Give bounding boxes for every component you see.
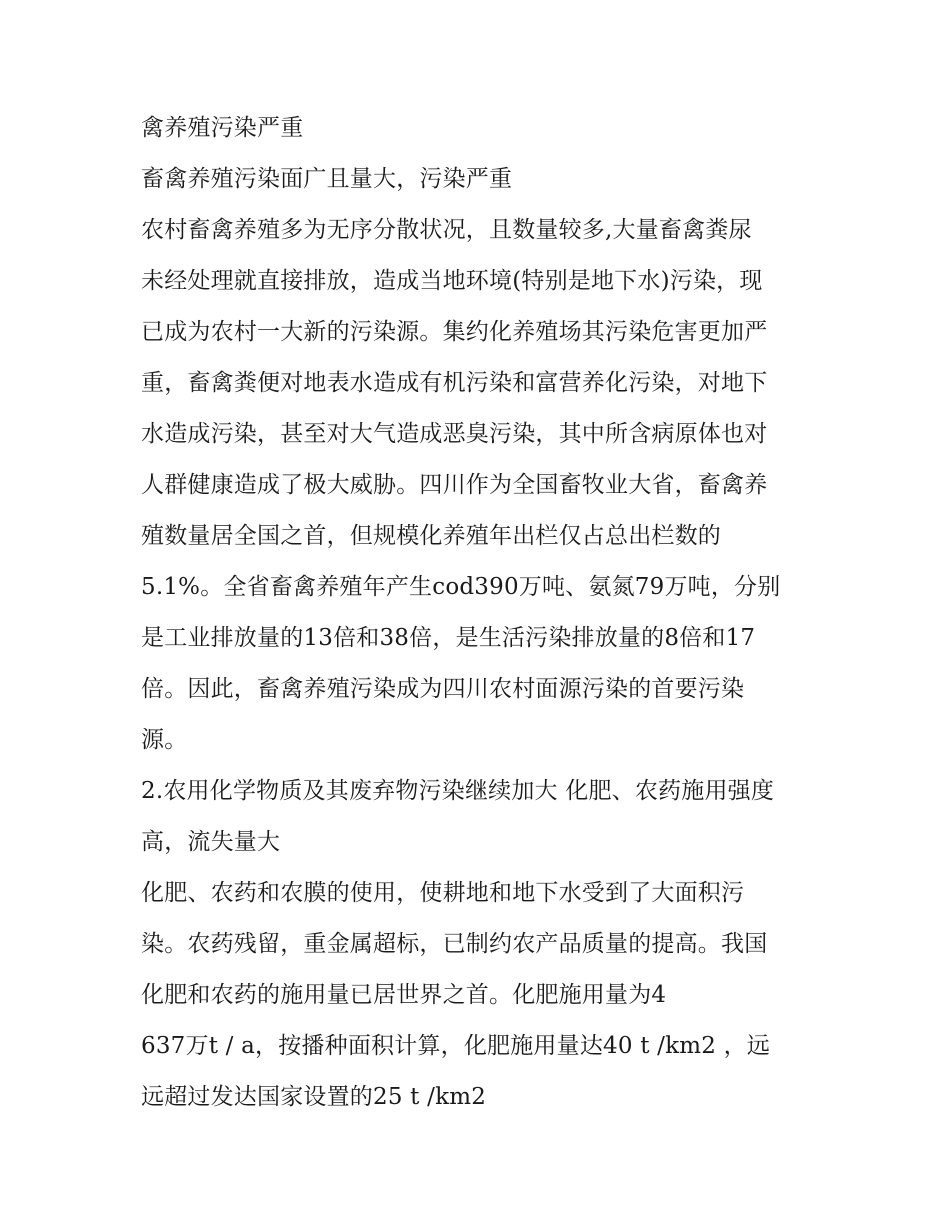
paragraph-line: 5.1%。全省畜禽养殖年产生cod390万吨、氨氮79万吨，分别 xyxy=(141,574,781,600)
section-heading: 禽养殖污染严重 xyxy=(141,115,304,141)
paragraph-line: 远超过发达国家设置的25 t /km2 xyxy=(141,1084,487,1110)
paragraph-line: 水造成污染，甚至对大气造成恶臭污染，其中所含病原体也对 xyxy=(141,421,768,447)
paragraph-line: 化肥、农药和农膜的使用，使耕地和地下水受到了大面积污 xyxy=(141,880,745,906)
paragraph-line: 人群健康造成了极大威胁。四川作为全国畜牧业大省，畜禽养 xyxy=(141,472,768,498)
paragraph-line: 是工业排放量的13倍和38倍，是生活污染排放量的8倍和17 xyxy=(141,625,756,651)
paragraph-line: 源。 xyxy=(141,727,188,753)
numbered-heading-line: 高，流失量大 xyxy=(141,829,281,855)
paragraph-line: 殖数量居全国之首，但规模化养殖年出栏仅占总出栏数的 xyxy=(141,523,721,549)
paragraph-line: 化肥和农药的施用量已居世界之首。化肥施用量为4 xyxy=(141,982,667,1008)
paragraph-line: 染。农药残留，重金属超标，已制约农产品质量的提高。我国 xyxy=(141,931,768,957)
paragraph-line: 重，畜禽粪便对地表水造成有机污染和富营养化污染，对地下 xyxy=(141,370,768,396)
paragraph-line: 已成为农村一大新的污染源。集约化养殖场其污染危害更加严 xyxy=(141,319,768,345)
paragraph-line: 农村畜禽养殖多为无序分散状况，且数量较多,大量畜禽粪尿 xyxy=(141,217,752,243)
numbered-heading-line: 2.农用化学物质及其废弃物污染继续加大 化肥、农药施用强度 xyxy=(141,778,775,804)
section-subheading: 畜禽养殖污染面广且量大，污染严重 xyxy=(141,166,513,192)
paragraph-line: 倍。因此，畜禽养殖污染成为四川农村面源污染的首要污染 xyxy=(141,676,745,702)
paragraph-line: 未经处理就直接排放，造成当地环境(特别是地下水)污染，现 xyxy=(141,268,763,294)
paragraph-line: 637万t / a，按播种面积计算，化肥施用量达40 t /km2 ，远 xyxy=(141,1033,770,1059)
